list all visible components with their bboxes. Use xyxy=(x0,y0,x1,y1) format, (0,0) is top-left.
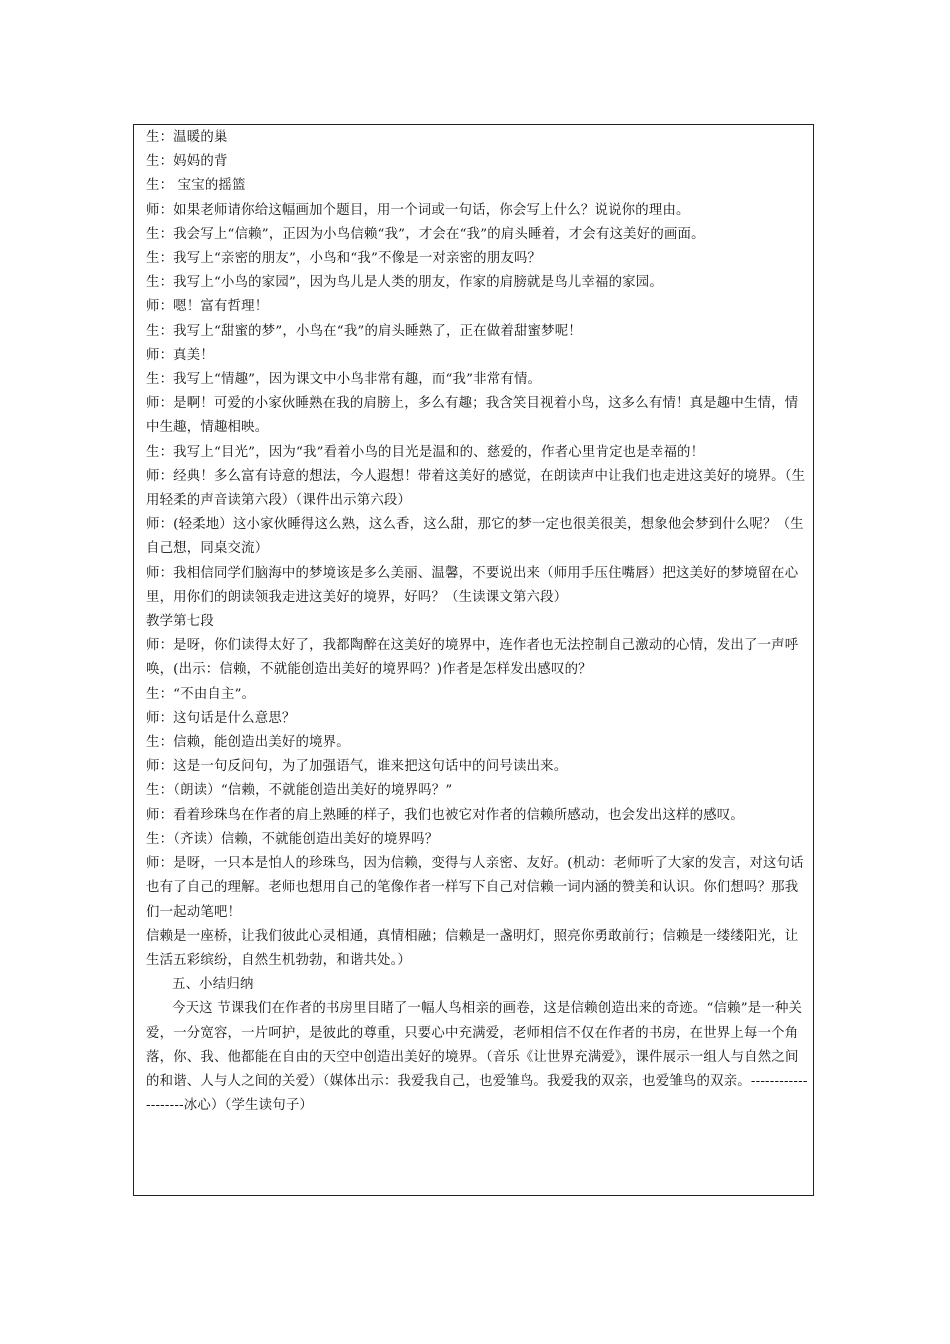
section-heading: 五、小结归纳 xyxy=(172,977,254,993)
dialogue-line: 生：“不由自主”。 xyxy=(146,686,256,702)
dialogue-line: 师：看着珍珠鸟在作者的肩上熟睡的样子，我们也被它对作者的信赖所感动，也会发出这样的感叹。 xyxy=(146,807,744,823)
dialogue-line: 师：我相信同学们脑海中的梦境该是多么美丽、温馨，不要说出来（师用手压住嘴唇）把这美好的梦境留在心里，用你们的朗读领我走进这美好的境界，好吗？（生读课文第六段） xyxy=(146,565,799,605)
dialogue-line: 生：我会写上“信赖”，正因为小鸟信赖“我”，才会在“我”的肩头睡着，才会有这美好的画面。 xyxy=(146,226,705,242)
dialogue-line: 师：这句话是什么意思？ xyxy=(146,710,296,726)
dialogue-line: 师：嗯！富有哲理！ xyxy=(146,299,269,315)
dialogue-line: 信赖是一座桥，让我们彼此心灵相通，真情相融；信赖是一盏明灯，照亮你勇敢前行；信赖是一缕缕阳光，让生活五彩缤纷，自然生机勃勃，和谐共处。） xyxy=(146,928,799,968)
dialogue-line: 师：是啊！可爱的小家伙睡熟在我的肩膀上，多么有趣；我含笑目视着小鸟，这多么有情！真是趣中生情，情中生趣，情趣相映。 xyxy=(146,396,799,436)
dialogue-line: 师：是呀，你们读得太好了，我都陶醉在这美好的境界中，连作者也无法控制自己激动的心情，发出了一声呼唤，(出示：信赖，不就能创造出美好的境界吗？)作者是怎样发出感叹的？ xyxy=(146,638,799,678)
dialogue-line: 师：真美！ xyxy=(146,347,214,363)
dialogue-line: 师：(轻柔地）这小家伙睡得这么熟，这么香，这么甜，那它的梦一定也很美很美，想象他会梦到什么呢？（生自己想，同桌交流） xyxy=(146,517,804,557)
dialogue-line: 生：我写上“情趣”，因为课文中小鸟非常有趣，而“我”非常有情。 xyxy=(146,372,542,388)
dialogue-line: 生： 宝宝的摇篮 xyxy=(146,178,246,194)
dialogue-line: 生：（朗读）“信赖，不就能创造出美好的境界吗？” xyxy=(146,783,453,799)
dialogue-line: 师：如果老师请你给这幅画加个题目，用一个词或一句话，你会写上什么？说说你的理由。 xyxy=(146,202,690,218)
section-label: 教学第七段 xyxy=(146,614,214,630)
dialogue-line: 生：我写上“甜蜜的梦”，小鸟在“我”的肩头睡熟了，正在做着甜蜜梦呢！ xyxy=(146,323,582,339)
dialogue-line: 师：是呀，一只本是怕人的珍珠鸟，因为信赖，变得与人亲密、友好。(机动：老师听了大家的发言，对这句话也有了自己的理解。老师也想用自己的笔像作者一样写下自己对信赖一词内涵的赞美和认识。你们想吗？那我们一起动笔吧！ xyxy=(146,856,804,920)
dialogue-line: 生：我写上“目光”，因为“我”看着小鸟的目光是温和的、慈爱的，作者心里肯定也是幸福的！ xyxy=(146,444,705,460)
summary-paragraph: 今天这 节课我们在作者的书房里目睹了一幅人鸟相亲的画卷，这是信赖创造出来的奇迹。“信赖”是一种关爱，一分宽容，一片呵护，是彼此的尊重，只要心中充满爱，老师相信不仅在作者的书房，在世界上每一个角落，你、我、他都能在自由的天空中创造出美好的境界。（音乐《让世界充满爱》，课件展示一组人与自然之间的和谐、人与人之间的关爱）（媒体出示：我爱我自己，也爱雏鸟。我爱我的双亲，也爱雏鸟的双亲。--------------------冰心）（学生读句子） xyxy=(146,1001,808,1114)
dialogue-line: 生：我写上“小鸟的家园”，因为鸟儿是人类的朋友，作家的肩膀就是鸟儿幸福的家园。 xyxy=(146,275,663,291)
dialogue-line: 师：经典！多么富有诗意的想法，今人遐想！带着这美好的感觉，在朗读声中让我们也走进这美好的境界。（生用轻柔的声音读第六段）（课件出示第六段） xyxy=(146,468,806,509)
lesson-transcript xyxy=(146,126,810,1118)
dialogue-line: 生：我写上“亲密的朋友”，小鸟和“我”不像是一对亲密的朋友吗？ xyxy=(146,251,542,267)
dialogue-line: 师：这是一句反问句，为了加强语气，谁来把这句话中的问号读出来。 xyxy=(146,759,568,775)
dialogue-line: 生：信赖，能创造出美好的境界。 xyxy=(146,735,350,751)
dialogue-line: 生：（齐读）信赖，不就能创造出美好的境界吗？ xyxy=(146,831,439,847)
dialogue-line: 生：妈妈的背 xyxy=(146,154,228,170)
dialogue-line: 生：温暖的巢 xyxy=(146,130,228,145)
